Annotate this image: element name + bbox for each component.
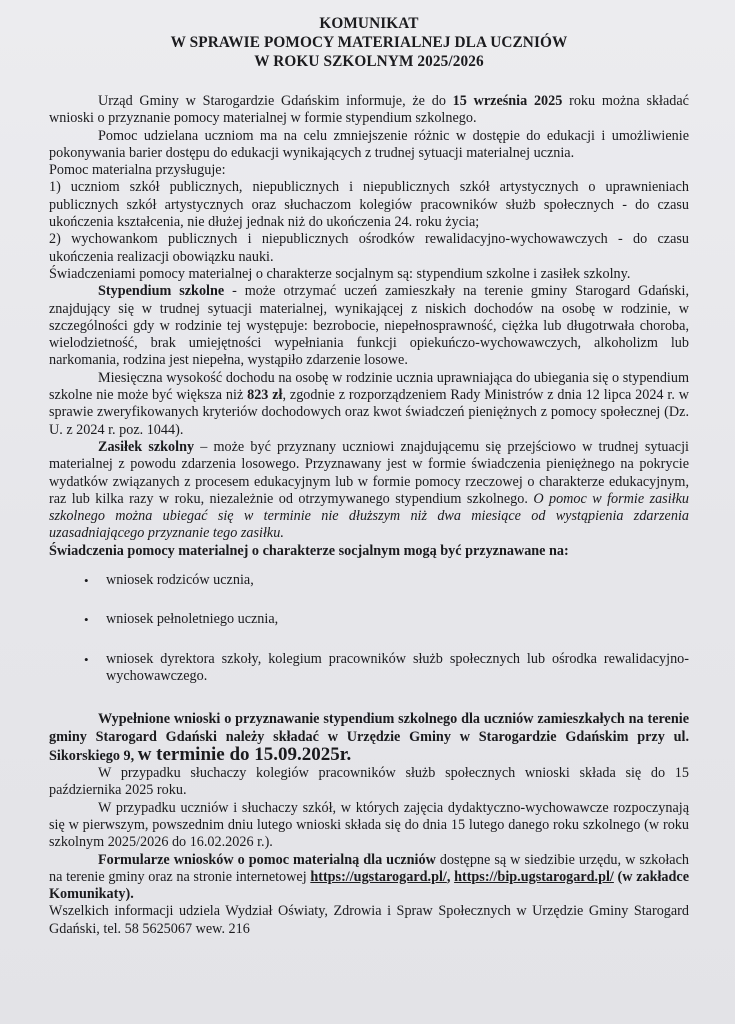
submission-deadline: w terminie do 15.09.2025r.: [137, 743, 352, 765]
submission-text: Wypełnione wnioski o przyznawanie stypendium szkolnego dla uczniów zamieszkałych na terenie gminy Starogard Gdański należy składać w Urzędzie Gminy w Starogardzie Gdańskim przy ul. Sikorskiego 9,: [49, 711, 689, 764]
title-line-3: W ROKU SZKOLNYM 2025/2026: [254, 53, 484, 70]
paragraph-purpose: Pomoc udzielana uczniom ma na celu zmniejszenie różnic w dostępie do edukacji i umożliwienie pokonywania barier dostępu do edukacji wynikających z trudnej sytuacji materialnej ucznia.: [49, 127, 689, 161]
title-line-1: KOMUNIKAT: [319, 15, 419, 32]
allowance-text: – może być przyznany uczniowi znajdującemu się przejściowo w trudnej sytuacji materialnej z powodu zdarzenia losowego. Przyznawany jest w formie świadczenia pieniężnego na pokrycie wydatków związanych z procesem edukacyjnym lub w formie pomocy rzeczowej o charakterze edukacyjnym, raz lub kilka razy w roku, niezależnie od otrzymywanego stypendium szkolnego.: [49, 438, 689, 507]
allowance-term: Zasiłek szkolny: [98, 438, 195, 455]
income-amount: 823 zł: [247, 387, 283, 404]
forms-tail: (w zakładce Komunikaty).: [49, 868, 690, 903]
bip-link[interactable]: https://bip.ugstarogard.pl/: [454, 868, 614, 885]
deadline-date: 15 września 2025: [452, 93, 563, 109]
intro-text: Urząd Gminy w Starogardzie Gdańskim informuje, że do: [98, 93, 453, 109]
bullet-icon: •: [84, 612, 89, 628]
bullet-icon: •: [84, 573, 89, 589]
paragraph-colleges-deadline: W przypadku słuchaczy kolegiów pracowników służb społecznych wnioski składa się do 15 października 2025 roku.: [49, 765, 689, 799]
paragraph-allowance: [49, 439, 689, 543]
income-text-end: , zgodnie z rozporządzeniem Rady Ministrów z dnia 12 lipca 2024 r. w sprawie zweryfikowanych kryteriów dochodowych oraz kwot świadczeń pieniężnych z pomocy społecznej (Dz. U. z 2024 r. poz. 1044).: [49, 387, 689, 438]
list-item-text: wniosek rodziców ucznia,: [106, 572, 254, 589]
paragraph-contact: Wszelkich informacji udziela Wydział Oświaty, Zdrowia i Spraw Społecznych w Urzędzie Gminy Starogard Gdański, tel. 58 5625067 wew. 216: [49, 903, 689, 937]
list-item-text: wniosek pełnoletniego ucznia,: [106, 611, 279, 628]
scholarship-term: Stypendium szkolne: [98, 283, 225, 300]
paragraph-eligibility-heading: Pomoc materialna przysługuje:: [49, 162, 226, 179]
link-separator: ,: [446, 868, 455, 885]
list-item: [49, 611, 689, 628]
title-line-2: W SPRAWIE POMOCY MATERIALNEJ DLA UCZNIÓW: [170, 34, 568, 51]
eligibility-item-1: 1) uczniom szkół publicznych, niepublicznych i niepublicznych szkół artystycznych o uprawnieniach publicznych szkół artystycznych oraz słuchaczom kolegiów pracowników służb społecznych - do czasu ukończenia kształcenia, nie dłużej jednak niż do ukończenia 24. roku życia;: [49, 179, 689, 231]
website-link[interactable]: https://ugstarogard.pl/: [310, 868, 447, 885]
document-title: [49, 14, 689, 71]
list-item: [49, 572, 689, 589]
list-item-text: wniosek dyrektora szkoły, kolegium pracowników służb społecznych lub ośrodka rewalidacyjno-wychowawczego.: [106, 650, 689, 684]
intro-text-end: roku można składać wnioski o przyznanie pomocy materialnej w formie stypendium szkolnego.: [49, 93, 689, 127]
forms-term: Formularze wniosków o pomoc materialną dla uczniów: [98, 851, 436, 868]
document-body: [49, 93, 689, 938]
paragraph-scholarship: [49, 283, 689, 369]
paragraph-benefits: Świadczeniami pomocy materialnej o charakterze socjalnym są: stypendium szkolne i zasiłek szkolny.: [49, 265, 631, 282]
income-text: Miesięczna wysokość dochodu na osobę w rodzinie ucznia uprawniająca do ubiegania się o stypendium szkolne nie może być większa niż: [49, 369, 689, 404]
forms-text: dostępne są w siedzibie urzędu, w szkołach na terenie gminy oraz na stronie internetowej: [49, 851, 689, 885]
paragraph-intro: [49, 93, 689, 128]
paragraph-forms: [49, 852, 689, 904]
list-item: [49, 651, 689, 686]
scholarship-text: - może otrzymać uczeń zamieszkały na terenie gminy Starogard Gdański, znajdujący się w trudnej sytuacji materialnej, wynikającej z niskich dochodów na osobę w rodzinie, w szczególności gdy w rodzinie tej występuje: bezrobocie, niepełnosprawność, ciężka lub długotrwała choroba, wielodzietność, brak umiejętności wypełniania funkcji opiekuńczo-wychowawczych, alkoholizm lub narkomania, rodzina jest niepełna, wystąpiło zdarzenie losowe.: [49, 283, 690, 369]
bullet-icon: •: [84, 651, 89, 667]
eligibility-item-2: 2) wychowankom publicznych i niepublicznych ośrodków rewalidacyjno-wychowawczych - do czasu ukończenia realizacji obowiązku nauki.: [49, 231, 689, 265]
application-basis-list: [49, 572, 689, 685]
paragraph-february-deadline: W przypadku uczniów i słuchaczy szkół, w których zajęcia dydaktyczno-wychowawcze rozpoczynają się w pierwszym, powszednim dniu lutego wnioski składa się do dnia 15 lutego danego roku szkolnego (w roku szkolnym 2025/2026 do 16.02.2026 r.).: [49, 799, 689, 851]
allowance-italic-text: O pomoc w formie zasiłku szkolnego można ubiegać się w terminie nie dłuższym niż dwa miesiące od wystąpienia zdarzenia uzasadniającego przyznanie tego zasiłku.: [49, 490, 689, 542]
paragraph-submission: [49, 711, 689, 765]
paragraph-income: [49, 370, 689, 439]
paragraph-application-basis: [49, 543, 689, 560]
application-basis-text: Świadczenia pomocy materialnej o charakterze socjalnym mogą być przyznawane na:: [49, 542, 569, 559]
